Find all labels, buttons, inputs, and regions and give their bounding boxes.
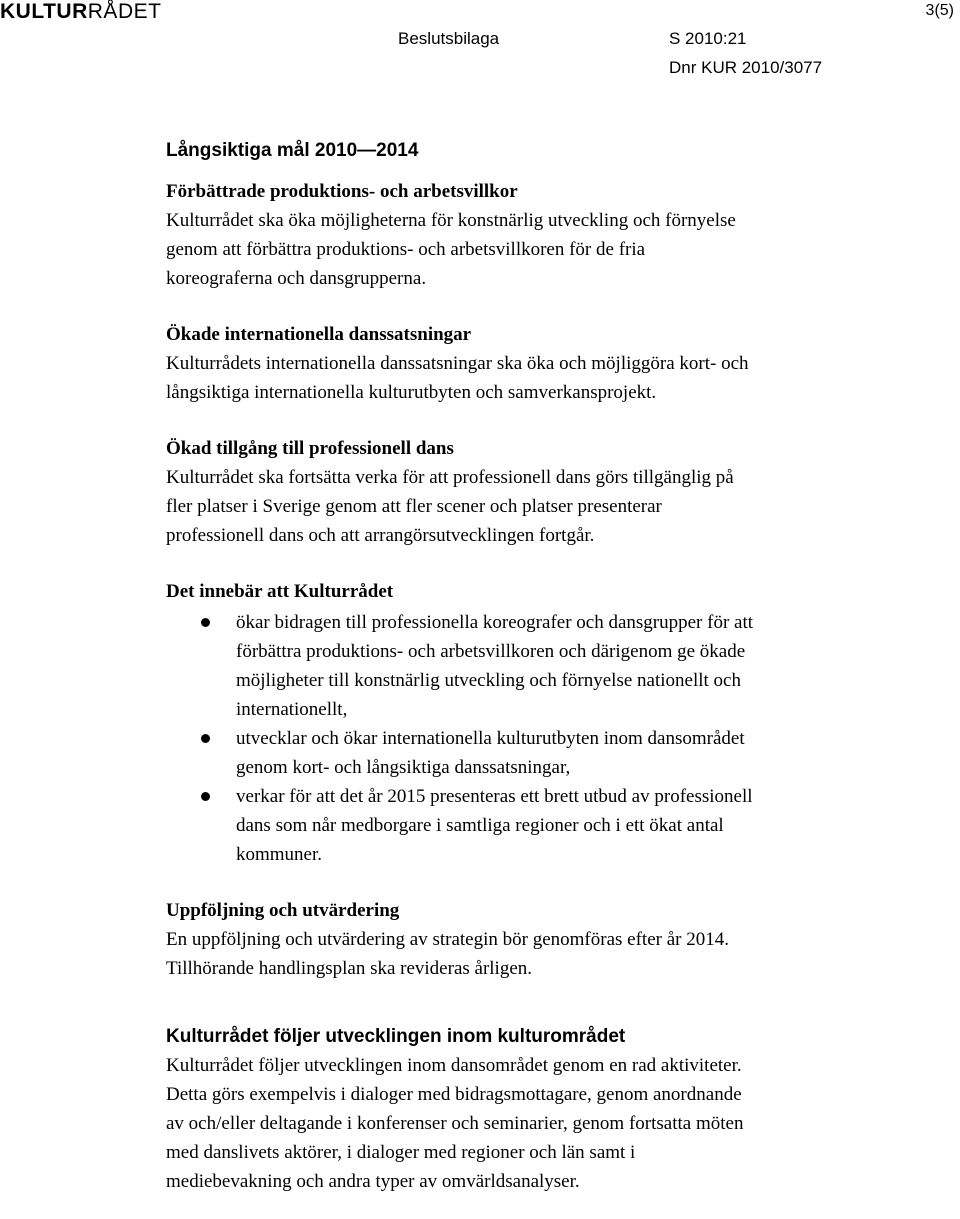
list-line: internationellt, bbox=[236, 699, 348, 720]
logo-light-part: RÅDET bbox=[87, 0, 162, 23]
bullet-list bbox=[166, 608, 906, 869]
logo-bold-part: KULTUR bbox=[0, 0, 88, 23]
section-international bbox=[166, 320, 906, 407]
page-title: Långsiktiga mål 2010—2014 bbox=[166, 140, 419, 161]
doc-type: Beslutsbilaga bbox=[398, 29, 500, 48]
body-line: Detta görs exempelvis i dialoger med bidragsmottagare, genom anordnande bbox=[166, 1084, 742, 1105]
body-line: med danslivets aktörer, i dialoger med regioner och län samt i bbox=[166, 1142, 636, 1163]
body-line: Tillhörande handlingsplan ska revideras årligen. bbox=[166, 958, 533, 979]
list-item bbox=[166, 724, 906, 782]
body-line: Kulturrådet ska öka möjligheterna för konstnärlig utveckling och förnyelse bbox=[166, 210, 736, 231]
body-line: Kulturrådet ska fortsätta verka för att professionell dans görs tillgänglig på bbox=[166, 467, 734, 488]
section-heading: Ökade internationella danssatsningar bbox=[166, 324, 472, 345]
bullet-icon bbox=[201, 734, 210, 743]
list-line: genom kort- och långsiktiga danssatsningar, bbox=[236, 757, 571, 778]
section-heading: Kulturrådet följer utvecklingen inom kulturområdet bbox=[166, 1026, 626, 1047]
body-line: genom att förbättra produktions- och arbetsvillkoren för de fria bbox=[166, 239, 646, 260]
section-heading: Ökad tillgång till professionell dans bbox=[166, 438, 454, 459]
body-line: Kulturrådets internationella danssatsningar ska öka och möjliggöra kort- och bbox=[166, 353, 749, 374]
section-production bbox=[166, 177, 906, 293]
page-number: 3(5) bbox=[925, 2, 954, 19]
bullet-icon bbox=[201, 792, 210, 801]
dnr: Dnr KUR 2010/3077 bbox=[669, 58, 823, 77]
list-line: dans som når medborgare i samtliga regioner och i ett ökat antal bbox=[236, 815, 724, 836]
body-line: professionell dans och att arrangörsutvecklingen fortgår. bbox=[166, 525, 595, 546]
body-line: mediebevakning och andra typer av omvärldsanalyser. bbox=[166, 1171, 580, 1192]
list-line: möjligheter till konstnärlig utveckling och förnyelse nationellt och bbox=[236, 670, 741, 691]
section-monitoring bbox=[166, 1023, 906, 1196]
body-line: fler platser i Sverige genom att fler scener och platser presenterar bbox=[166, 496, 662, 517]
list-line: verkar för att det år 2015 presenteras ett brett utbud av professionell bbox=[236, 786, 753, 807]
section-access bbox=[166, 434, 906, 550]
list-item bbox=[166, 782, 906, 869]
section-implications bbox=[166, 577, 906, 869]
section-heading: Uppföljning och utvärdering bbox=[166, 900, 400, 921]
list-item bbox=[166, 608, 906, 724]
section-heading: Det innebär att Kulturrådet bbox=[166, 581, 394, 602]
body-line: av och/eller deltagande i konferenser och seminarier, genom fortsatta möten bbox=[166, 1113, 744, 1134]
body-line: Kulturrådet följer utvecklingen inom dansområdet genom en rad aktiviteter. bbox=[166, 1055, 742, 1076]
document-body bbox=[166, 137, 906, 1196]
section-followup bbox=[166, 896, 906, 983]
list-line: ökar bidragen till professionella koreografer och dansgrupper för att bbox=[236, 612, 754, 633]
body-line: En uppföljning och utvärdering av strategin bör genomföras efter år 2014. bbox=[166, 929, 729, 950]
body-line: långsiktiga internationella kulturutbyten och samverkansprojekt. bbox=[166, 382, 657, 403]
list-line: utvecklar och ökar internationella kulturutbyten inom dansområdet bbox=[236, 728, 745, 749]
section-heading: Förbättrade produktions- och arbetsvillkor bbox=[166, 181, 518, 202]
list-line: kommuner. bbox=[236, 844, 323, 865]
bullet-icon bbox=[201, 618, 210, 627]
list-line: förbättra produktions- och arbetsvillkoren och därigenom ge ökade bbox=[236, 641, 746, 662]
doc-number: S 2010:21 bbox=[669, 29, 747, 48]
body-line: koreograferna och dansgrupperna. bbox=[166, 268, 427, 289]
kulturradet-logo bbox=[0, 0, 161, 24]
